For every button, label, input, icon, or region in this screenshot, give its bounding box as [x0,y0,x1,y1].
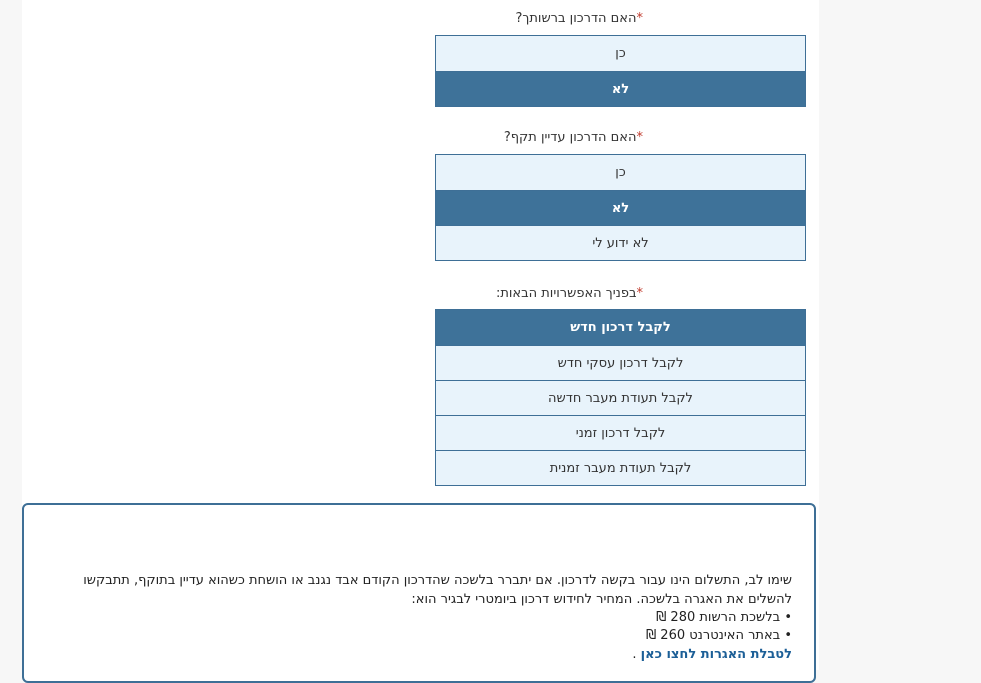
option-yes[interactable]: כן [436,155,805,190]
options-service-type [435,309,806,486]
options-passport-possession [435,35,806,107]
option-new-passport[interactable]: לקבל דרכון חדש [436,310,805,345]
option-no[interactable]: לא [436,190,805,225]
fees-table-link[interactable]: לטבלת האגרות לחצו כאן [640,647,792,662]
notice-paragraph: שימו לב, התשלום הינו עבור בקשה לדרכון. אם יתברר בלשכה שהדרכון הקודם אבד נגנב או הושחת כשהוא עדיין בתוקף, תתבקשו להשלים את האגרה בלשכה. המחיר לחידוש דרכון ביומטרי לבגיר הוא: [83,573,792,607]
option-dont-know[interactable]: לא ידוע לי [436,225,805,260]
notice-content [42,571,792,664]
option-no[interactable]: לא [436,71,805,106]
fee-item-online: • באתר האינטרנט 260 ₪ [42,627,792,645]
question-label-options: *בפניך האפשרויות הבאות: [495,286,643,301]
question-label-passport-possession: *האם הדרכון ברשותך? [515,11,643,26]
option-new-travel-document[interactable]: לקבל תעודת מעבר חדשה [436,380,805,415]
payment-notice [22,503,816,683]
fees-link-line [42,645,792,664]
option-new-business-passport[interactable]: לקבל דרכון עסקי חדש [436,345,805,380]
option-temporary-passport[interactable]: לקבל דרכון זמני [436,415,805,450]
fee-list [42,609,792,645]
link-suffix: . [632,647,637,662]
options-passport-valid [435,154,806,261]
option-temporary-travel-document[interactable]: לקבל תעודת מעבר זמנית [436,450,805,485]
option-yes[interactable]: כן [436,36,805,71]
fee-item-office: • בלשכת הרשות 280 ₪ [42,609,792,627]
question-label-passport-valid: *האם הדרכון עדיין תקף? [503,130,643,145]
required-mark: * [636,130,643,145]
required-mark: * [636,286,643,301]
required-mark: * [636,11,643,26]
